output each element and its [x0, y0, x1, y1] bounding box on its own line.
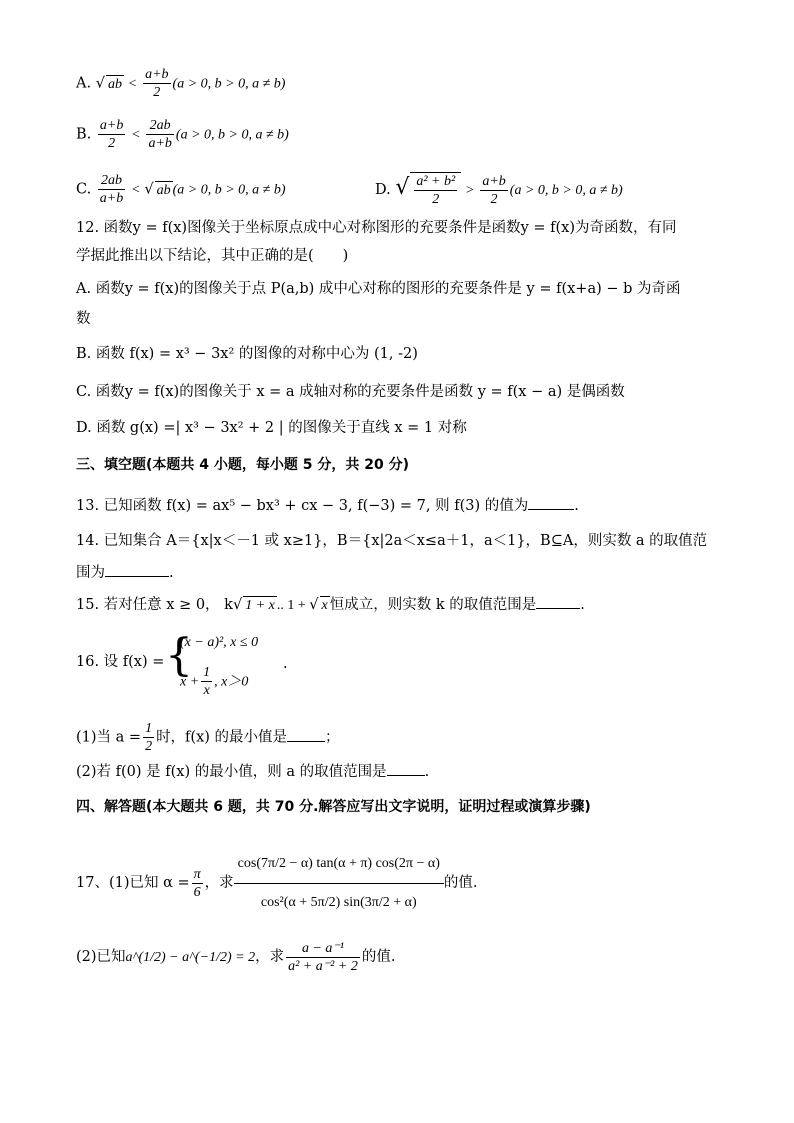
- fraction: $\frac{2ab}{a+b}$: [148, 118, 172, 151]
- fraction: $\frac{\pi}{6}$: [193, 866, 201, 900]
- q12-stem-line2: 学据此推出以下结论，其中正确的是( ): [76, 248, 349, 264]
- section-title-answers: 四、解答题(本大题共 6 题，共 70 分.解答应写出文字说明，证明过程或演算步骤): [76, 799, 591, 815]
- fraction: $\frac{a+b}{2}$: [145, 67, 169, 100]
- q11-option-c: C. $\frac{2ab}{a+b}$ < √ ab (a > 0, b > 0, a ≠ b): [76, 173, 286, 206]
- q14-line1: 14. 已知集合 A＝{x|x＜－1 或 x≥1}，B＝{x|2a＜x≤a＋1，a＜1}，B⊆A，则实数 a 的取值范: [76, 533, 708, 549]
- fraction: $\frac{2ab}{a+b}$: [99, 173, 124, 206]
- answer-blank: [536, 596, 580, 609]
- trig-fraction: $\frac{\cos(7\pi/2 - \alpha) \tan(\alpha + \pi) \cos(2\pi - \alpha)}{\text{cos²(α + 5π/2) sin(3π/2 + α)}}$: [234, 845, 444, 922]
- q17-part2: (2)已知a^(1/2) − a^(−1/2) = 2，求 $\frac{\text{a − a⁻¹}}{\text{a² + a⁻² + 2}}$ 的值.: [76, 940, 396, 974]
- q12-option-a-line2: 数: [76, 311, 91, 327]
- fraction: $\frac{1}{x}$: [203, 665, 211, 698]
- q16-sub2: (2)若 f(0) 是 f(x) 的最小值，则 a 的取值范围是 .: [76, 764, 430, 780]
- answer-blank: [105, 564, 169, 577]
- q16-case-1: (x − a)², x ≤ 0: [180, 635, 259, 650]
- q11-option-b: B. $\frac{a+b}{2}$ < $\frac{2ab}{a+b}$ (a > 0, b > 0, a ≠ b): [76, 118, 289, 151]
- fraction: $\frac{1}{2}$: [145, 721, 153, 754]
- q12-option-d: D. 函数 g(x) =| x³ − 3x² + 2 | 的图像关于直线 x = 1 对称: [76, 420, 467, 436]
- q11-option-a: A. √ ab < $\frac{a+b}{2}$ (a > 0, b > 0, a ≠ b): [76, 67, 286, 100]
- q12-option-b: B. 函数 f(x) = x³ − 3x² 的图像的对称中心为 (1, -2): [76, 346, 418, 362]
- fraction: $\frac{a+b}{2}$: [99, 118, 124, 151]
- q13: 13. 已知函数 f(x) = ax⁵ − bx³ + cx − 3, f(−3) = 7, 则 f(3) 的值为 .: [76, 498, 579, 514]
- q16-end: .: [283, 656, 288, 672]
- answer-blank: [387, 763, 425, 776]
- answer-blank: [528, 497, 574, 510]
- q16-case-2: x + $\frac{1}{x}$ , x＞0: [180, 665, 249, 698]
- section-title-fill-in: 三、填空题(本题共 4 小题，每小题 5 分，共 20 分): [76, 457, 410, 473]
- q15: 15. 若对任意 x ≥ 0， k√ 1 + x .. 1 + √ x 恒成立，则实数 k 的取值范围是 .: [76, 597, 585, 613]
- q16-stem: 16. 设 f(x) =: [76, 654, 165, 670]
- piecewise-brace: {: [165, 630, 193, 681]
- q12-option-c: C. 函数y = f(x)的图像关于 x = a 成轴对称的充要条件是函数 y = f(x − a) 是偶函数: [76, 384, 625, 400]
- q16-sub1: (1)当 a = $\frac{1}{2}$ 时，f(x) 的最小值是 ；: [76, 721, 340, 754]
- sqrt-ab: ab: [107, 76, 122, 92]
- q14-line2: 围为 .: [76, 565, 174, 581]
- answer-blank: [287, 729, 325, 742]
- q12-option-a-line1: A. 函数y = f(x)的图像关于点 P(a,b) 成中心对称的图形的充要条件是 y = f(x+a) − b 为奇函: [76, 281, 681, 297]
- fraction: $\frac{a+b}{2}$: [482, 173, 506, 207]
- q17-part1: 17、(1)已知 α = $\frac{\pi}{6}$ ，求 $\frac{\cos(7\pi/2 - \alpha) \tan(\alpha + \pi) \cos(2\pi - \alpha)}{\text{cos²(α + 5π/2) sin(3π/2 + α)}}$ 的值.: [76, 843, 477, 923]
- fraction: $\frac{\text{a − a⁻¹}}{\text{a² + a⁻² + 2}}$: [288, 940, 358, 974]
- fraction: $\frac{\text{a² + b²}}{2}$: [416, 174, 456, 207]
- q12-stem-line1: 12. 函数y = f(x)图像关于坐标原点成中心对称图形的充要条件是函数y = f(x)为奇函数，有同: [76, 220, 677, 236]
- q11-option-d: D. √ $\frac{\text{a² + b²}}{2}$ > $\frac{a+b}{2}$ (a > 0, b > 0, a ≠ b): [375, 173, 623, 207]
